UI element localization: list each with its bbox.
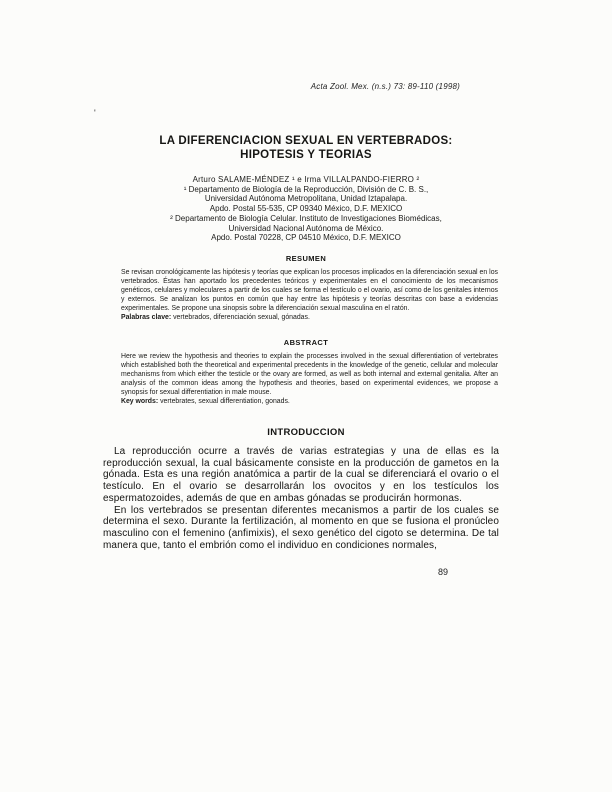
affiliation-line: ² Departamento de Biología Celular. Instituto de Investigaciones Biomédicas, xyxy=(170,213,442,223)
authors-block xyxy=(86,175,526,243)
introduccion-section xyxy=(103,446,499,551)
abstract-heading: ABSTRACT xyxy=(283,338,329,347)
affiliation-line: Apdo. Postal 70228, CP 04510 México, D.F. MEXICO xyxy=(211,233,401,243)
scan-artifact-mark: ' xyxy=(94,108,96,118)
paper-title-line2: HIPOTESIS Y TEORIAS xyxy=(240,149,372,161)
keywords-line xyxy=(121,397,498,406)
palabras-clave-label: Palabras clave: xyxy=(121,314,172,321)
palabras-clave-text: vertebrados, diferenciación sexual, gónadas. xyxy=(173,314,310,321)
authors-byline: Arturo SALAME-MÉNDEZ ¹ e Irma VILLALPANDO-FIERRO ² xyxy=(192,175,420,184)
abstract-section xyxy=(121,352,498,406)
intro-paragraph: La reproducción ocurre a través de varias estrategias y una de ellas es la reproducción sexual, la cual básicamente consiste en la producción de gametos en la gónada. Esta es una región anatómica a partir de la cual se diferenciará el ovario o el testículo. En el ovario se desarrollarán los ovocitos y en los testículos los espermatozoides, además de que en ambas gónadas se producirán hormonas. xyxy=(103,446,499,504)
affiliation-line: Universidad Nacional Autónoma de México. xyxy=(228,223,384,233)
introduccion-heading: INTRODUCCION xyxy=(267,427,345,438)
page-number: 89 xyxy=(437,567,448,577)
keywords-label: Key words: xyxy=(121,398,159,405)
abstract-body: Here we review the hypothesis and theories to explain the processes involved in the sexual differentiation of vertebrates which established both the theoretical and experimental precedents in the knowledge of the genetic, cellular and molecular mechanisms from which either the testicle or the ovary are formed, as well as both internal and external genitalia. After an analysis of the common ideas among the hypothesis and theories, based on experimental evidences, we propose a synopsis for sexual differentiation in male mouse. xyxy=(121,353,498,396)
palabras-clave-line xyxy=(121,313,498,322)
intro-paragraph: En los vertebrados se presentan diferentes mecanismos a partir de los cuales se determina el sexo. Durante la fertilización, al momento en que se fusiona el pronúcleo masculino con el femenino (anfimixis), el sexo genético del cigoto se determina. De tal manera que, tanto el embrión como el individuo en condiciones normales, xyxy=(103,504,499,551)
affiliation-line: Universidad Autónoma Metropolitana, Unidad Iztapalapa. xyxy=(204,194,408,204)
keywords-text: vertebrates, sexual differentiation, gonads. xyxy=(160,398,290,405)
resumen-heading: RESUMEN xyxy=(285,254,327,263)
journal-citation: Acta Zool. Mex. (n.s.) 73: 89-110 (1998) xyxy=(310,82,460,91)
affiliation-line: Apdo. Postal 55-535, CP 09340 México, D.F. MEXICO xyxy=(209,204,403,214)
resumen-body: Se revisan cronológicamente las hipótesis y teorías que explican los procesos implicados en la diferenciación sexual en los vertebrados. Éstas han aportado los precedentes teóricos y experimentales en el conocimiento de los mecanismos genéticos, celulares y moleculares a partir de los cuales se forma el testículo o el ovario, así como de los genitales internos y externos. Se analizan los puntos en común que hay entre las hipótesis y teorías descritas con base a evidencias experimentales. Se propone una sinopsis sobre la diferenciación sexual masculina en el ratón. xyxy=(121,269,498,312)
paper-title xyxy=(100,134,512,162)
resumen-section xyxy=(121,268,498,322)
paper-title-line1: LA DIFERENCIACION SEXUAL EN VERTEBRADOS: xyxy=(159,135,453,147)
affiliation-line: ¹ Departamento de Biología de la Reproducción, División de C. B. S., xyxy=(183,184,429,194)
